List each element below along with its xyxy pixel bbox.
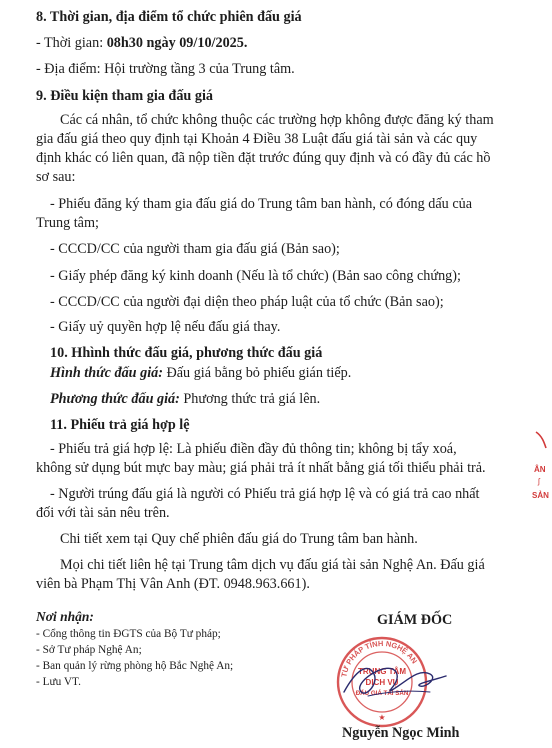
method-line bbox=[50, 390, 320, 408]
recipients-title: Nơi nhận: bbox=[36, 609, 94, 624]
form-label: Hình thức đấu giá: bbox=[50, 365, 163, 381]
section-9-heading: 9. Điều kiện tham gia đấu giá bbox=[36, 88, 213, 104]
doc-item: - CCCD/CC của người tham gia đấu giá (Bản sao); bbox=[50, 241, 340, 257]
recipient-item: - Cổng thông tin ĐGTS của Bộ Tư pháp; bbox=[36, 628, 221, 640]
section-9-intro-2: gia đấu giá theo quy định tại Khoản 4 Điều 38 Luật đấu giá tài sản và các quy bbox=[36, 131, 478, 147]
recipient-item: - Sở Tư pháp Nghệ An; bbox=[36, 644, 142, 656]
method-label: Phương thức đấu giá: bbox=[50, 391, 180, 407]
doc-item: - Phiếu đăng ký tham gia đấu giá do Trung tâm ban hành, có đóng dấu của bbox=[50, 196, 473, 212]
doc-item: - Giấy uỷ quyền hợp lệ nếu đấu giá thay. bbox=[50, 319, 281, 335]
form-value: Đấu giá bằng bỏ phiếu gián tiếp. bbox=[162, 365, 352, 381]
bid-rule: - Người trúng đấu giá là người có Phiếu trả giá hợp lệ và có giá trả cao nhất bbox=[50, 486, 480, 502]
signature-title: GIÁM ĐỐC bbox=[377, 612, 453, 628]
method-value: Phương thức trả giá lên. bbox=[179, 391, 321, 407]
star-icon: ★ bbox=[378, 713, 386, 722]
signer-name: Nguyễn Ngọc Minh bbox=[342, 725, 460, 741]
contact-line: viên bà Phạm Thị Vân Anh (ĐT. 0948.963.661). bbox=[36, 576, 310, 592]
svg-text:ʃ: ʃ bbox=[538, 477, 540, 486]
bid-rule: đối với tài sản nêu trên. bbox=[36, 505, 170, 521]
bid-rule: không sử dụng bút mực bay màu; giá phải trả ít nhất bằng giá tối thiểu phải trả. bbox=[36, 460, 486, 476]
doc-item: - Giấy phép đăng ký kinh doanh (Nếu là tổ chức) (Bản sao công chứng); bbox=[50, 268, 461, 284]
details-line: Chi tiết xem tại Quy chế phiên đấu giá do Trung tâm ban hành. bbox=[60, 531, 418, 547]
form-line bbox=[50, 364, 351, 382]
time-line bbox=[36, 34, 247, 52]
contact-line: Mọi chi tiết liên hệ tại Trung tâm dịch vụ đấu giá tài sản Nghệ An. Đấu giá bbox=[60, 557, 485, 573]
section-9-intro-3: định khác có liên quan, đã nộp tiền đặt trước đúng quy định và có đầy đủ các hồ bbox=[36, 150, 491, 166]
section-11-heading: 11. Phiếu trả giá hợp lệ bbox=[50, 417, 190, 433]
section-9-intro-1: Các cá nhân, tổ chức không thuộc các trường hợp không được đăng ký tham bbox=[60, 112, 494, 128]
time-value: 08h30 ngày 09/10/2025. bbox=[106, 35, 248, 51]
section-9-intro-4: sơ sau: bbox=[36, 169, 76, 185]
time-label: - Thời gian: bbox=[36, 35, 107, 51]
edge-fragment-1: ÂN bbox=[534, 465, 546, 474]
doc-item: - CCCD/CC của người đại diện theo pháp luật của tổ chức (Bản sao); bbox=[50, 294, 444, 310]
stamp-ring-text: TƯ PHÁP TỈNH NGHỆ AN bbox=[339, 638, 420, 678]
section-8-heading: 8. Thời gian, địa điểm tổ chức phiên đấu giá bbox=[36, 9, 302, 25]
stamp-line-3: ĐẤU GIÁ TÀI SẢN bbox=[355, 690, 409, 697]
stamp-line-2: DỊCH VỤ bbox=[365, 678, 399, 687]
recipient-item: - Lưu VT. bbox=[36, 676, 81, 688]
place-line: - Địa điểm: Hội trường tầng 3 của Trung tâm. bbox=[36, 61, 295, 77]
stamp-line-1: TRUNG TÂM bbox=[358, 667, 406, 676]
handwritten-signature bbox=[334, 650, 454, 710]
section-10-heading: 10. Hhình thức đấu giá, phương thức đấu giá bbox=[50, 345, 323, 361]
doc-item: Trung tâm; bbox=[36, 215, 99, 231]
recipient-item: - Ban quản lý rừng phòng hộ Bắc Nghệ An; bbox=[36, 660, 234, 672]
edge-fragment-2: SẢN bbox=[532, 491, 549, 500]
bid-rule: - Phiếu trả giá hợp lệ: Là phiếu điền đầy đủ thông tin; không bị tẩy xoá, bbox=[50, 441, 457, 457]
edge-stamp-fragment bbox=[530, 428, 552, 508]
